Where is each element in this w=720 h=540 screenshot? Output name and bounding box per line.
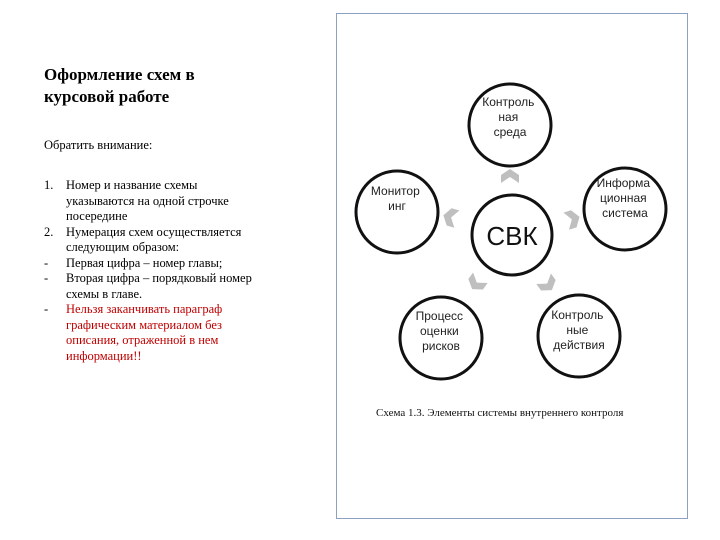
node-bottom-right-line: ные xyxy=(566,323,589,337)
arrow-left-icon xyxy=(441,207,459,228)
node-right-line: система xyxy=(602,206,648,220)
node-top-line: ная xyxy=(498,110,519,124)
slide-title xyxy=(44,64,304,108)
node-left-line: Монитор xyxy=(370,184,420,198)
rule-item-1 xyxy=(44,178,266,225)
node-bottom-right xyxy=(538,295,620,377)
arrow-bottom-left-icon xyxy=(465,272,488,294)
node-right-line: ционная xyxy=(599,191,647,205)
node-bottom-right-line: Контроль xyxy=(551,308,604,322)
rule-marker: - xyxy=(44,271,49,285)
svg-text:Информа ционная си xyxy=(597,176,654,220)
node-left xyxy=(356,171,438,253)
node-top-line: среда xyxy=(493,125,527,139)
internal-control-diagram xyxy=(336,13,688,519)
arrow-top-icon xyxy=(501,169,519,183)
node-left-line: инг xyxy=(388,199,406,213)
attention-label: Обратить внимание: xyxy=(44,138,153,152)
rule-marker: - xyxy=(44,255,49,270)
diagram-caption: Схема 1.3. Элементы системы внутреннего контроля xyxy=(376,407,624,419)
node-bottom-right-line: действия xyxy=(553,338,605,352)
rule-text: Вторая цифра – порядковый номер схемы в главе. xyxy=(66,271,252,301)
rule-text: Нумерация схем осуществляется следующим образом: xyxy=(66,224,242,254)
center-node-label: СВК xyxy=(486,221,538,251)
node-top-line: Контроль xyxy=(482,95,535,109)
svg-text:Процесс оценки рис xyxy=(416,309,467,353)
rule-marker: - xyxy=(44,302,49,316)
rule-marker: 1. xyxy=(44,178,54,192)
rule-item-2 xyxy=(44,225,266,256)
rule-item-4 xyxy=(44,271,266,302)
node-top xyxy=(469,84,551,166)
slide-title-line-2: курсовой работе xyxy=(44,87,170,106)
rule-text: Номер и название схемы указываются на одной строчке посередине xyxy=(66,178,229,223)
rules-list xyxy=(44,178,266,364)
node-bottom-left-line: оценки xyxy=(419,324,459,338)
rule-marker: 2. xyxy=(44,224,54,239)
rule-text: Первая цифра – номер главы; xyxy=(66,255,223,270)
node-bottom-left-line: рисков xyxy=(422,339,460,353)
rule-item-5 xyxy=(44,302,266,364)
rule-item-3 xyxy=(44,256,266,272)
rule-text: Нельзя заканчивать параграф графическим материалом без описания, отраженной в нем информации!! xyxy=(66,302,223,363)
node-right xyxy=(584,168,666,250)
arrow-bottom-right-icon xyxy=(536,273,559,295)
arrow-right-icon xyxy=(563,208,582,229)
slide-title-line-1: Оформление схем в xyxy=(44,65,195,84)
node-bottom-left xyxy=(400,297,482,379)
node-bottom-left-line: Процесс xyxy=(415,309,464,323)
node-right-line: Информа xyxy=(596,176,651,190)
